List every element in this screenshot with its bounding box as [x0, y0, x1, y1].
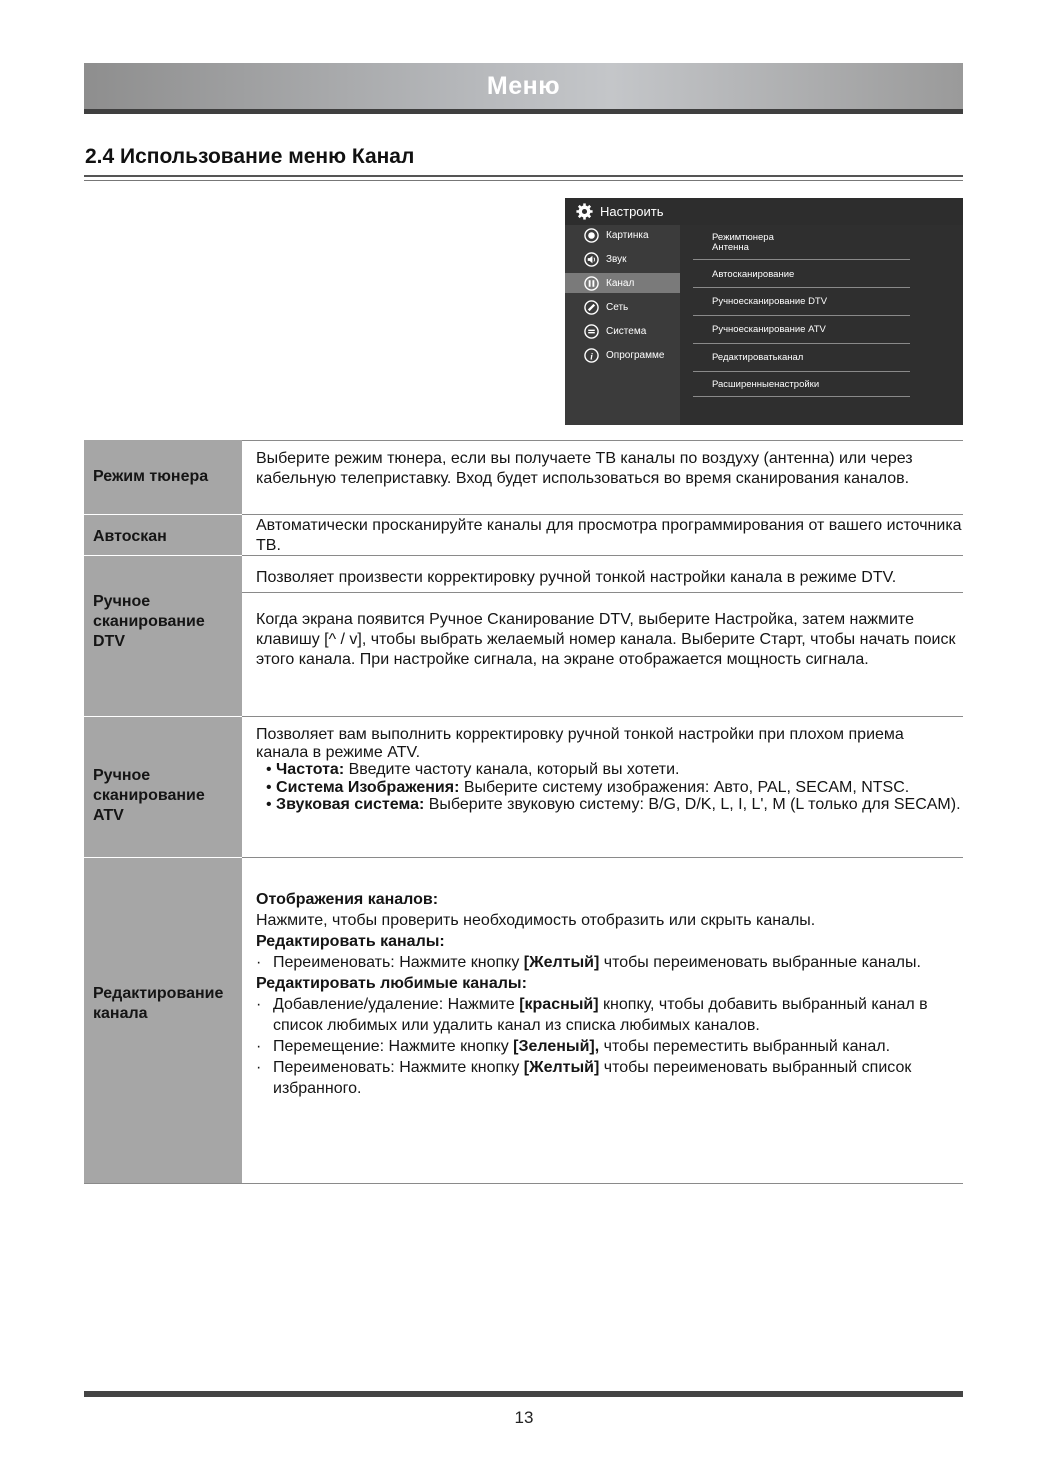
info-icon [584, 348, 599, 363]
tv-menu-item-network[interactable]: Сеть [565, 297, 680, 317]
tv-menu-categories [565, 225, 680, 425]
row-label: Автоскан [93, 528, 167, 545]
atv-bullet-sound-system: • Звуковая система: Выберите звуковую систему: B/G, D/K, L, I, L', M (L только для SECAM). [266, 796, 961, 813]
footer-divider [84, 1391, 963, 1397]
tv-option-tuner-mode[interactable]: Режимтюнера Антенна [693, 225, 910, 260]
chapter-header [84, 63, 963, 109]
system-icon [584, 324, 599, 339]
tv-menu-item-sound[interactable]: Звук [565, 249, 680, 269]
tv-menu-header [565, 198, 963, 225]
table-row-manual-dtv [84, 556, 963, 716]
table-bottom-border [84, 1183, 963, 1184]
tv-option-advanced[interactable]: Расширенныенастройки [693, 372, 910, 397]
row-label: Режим тюнера [93, 468, 209, 485]
page-number: 13 [514, 1408, 534, 1427]
row-label: Редактирование канала [93, 985, 224, 1022]
atv-bullet-frequency: • Частота: Введите частоту канала, который вы хотети. [266, 761, 680, 778]
tv-menu-item-channel[interactable]: Канал [565, 273, 680, 293]
edit-bullet-rename-list: · Переименовать: Нажмите кнопку [Желтый] чтобы переименовать выбранный список избранного. [256, 1059, 912, 1097]
row-description: Позволяет произвести корректировку ручной тонкой настройки канала в режиме DTV. [256, 569, 897, 586]
table-row-tuner-mode [84, 440, 963, 514]
row-label-cell [84, 440, 242, 514]
row-description: Позволяет вам выполнить корректировку ручной тонкой настройки при плохом приема канала в режиме ATV. • Частота: Введите частоту канала, который вы хотети. • Система Изображения: Выберите систему изображения: Авто, PAL, SECAM, NTSC. • Звуковая система: Выберите звуковую систему: B/G, D/K, L, I, L', M (L только для SECAM). [256, 726, 968, 814]
row-label-cell [84, 556, 242, 716]
row-sub-divider [242, 592, 963, 593]
title-divider [84, 175, 963, 177]
tv-channel-submenu [680, 225, 963, 425]
row-label: Ручное сканирование ATV [93, 767, 205, 824]
tv-menu-item-picture[interactable]: Картинка [565, 225, 680, 245]
tv-option-autoscan[interactable]: Автосканирование [693, 260, 910, 288]
tv-menu-item-about[interactable]: i Опрограмме [565, 345, 680, 365]
tv-option-edit-channel[interactable]: Редактироватьканал [693, 344, 910, 372]
row-label: Ручное сканирование DTV [93, 593, 205, 650]
speaker-icon [584, 252, 599, 267]
atv-bullet-picture-system: • Система Изображения: Выберите систему изображения: Авто, PAL, SECAM, NTSC. [266, 778, 910, 796]
chapter-title: Меню [486, 71, 561, 100]
edit-bullet-rename-channel: · Переименовать: Нажмите кнопку [Желтый] чтобы переименовать выбранные каналы. [256, 954, 921, 971]
tv-option-manual-atv[interactable]: Ручноесканирование ATV [693, 316, 910, 344]
svg-text:i: i [590, 351, 593, 362]
row-description: Выберите режим тюнера, если вы получаете ТВ каналы по воздуху (антенна) или через кабельную телеприставку. Вход будет использоваться во время сканирования каналов. [256, 450, 913, 487]
table-row-manual-atv [84, 717, 963, 857]
section-title: 2.4 Использование меню Канал [85, 145, 415, 168]
row-description: Автоматически просканируйте каналы для просмотра программирования от вашего источника ТВ. [256, 517, 962, 554]
tv-option-manual-dtv[interactable]: Ручноесканирование DTV [693, 288, 910, 316]
gear-icon [576, 203, 593, 220]
edit-bullet-move: · Перемещение: Нажмите кнопку [Зеленый], чтобы переместить выбранный канал. [256, 1038, 891, 1055]
picture-icon [584, 228, 599, 243]
row-description-detail: Когда экрана появится Ручное Сканирование DTV, выберите Настройка, затем нажмите клавишу [^ / v], чтобы выбрать желаемый номер канала. Выберите Старт, чтобы начать поиск этого канала. При настройке сигнала, на экране отображается мощность сигнала. [256, 611, 956, 668]
table-row-edit-channel [84, 858, 963, 1183]
tv-settings-screenshot [565, 198, 963, 425]
title-divider-thin [84, 180, 963, 181]
network-icon [584, 300, 599, 315]
tv-menu-title: Настроить [600, 204, 664, 219]
header-divider [84, 109, 963, 114]
row-label-cell [84, 858, 242, 1183]
row-label-cell [84, 717, 242, 857]
tv-menu-item-system[interactable]: Система [565, 321, 680, 341]
table-row-autoscan [84, 515, 963, 555]
row-label-cell [84, 515, 242, 555]
edit-bullet-add-remove: · Добавление/удаление: Нажмите [красный] кнопку, чтобы добавить выбранный канал в список любимых или удалить канал из списка любимых каналов. [256, 996, 928, 1034]
row-description: Отображения каналов: Нажмите, чтобы проверить необходимость отобразить или скрыть каналы. Редактировать каналы: · Переименовать: Нажмите кнопку [Желтый] чтобы переименовать выбранные каналы. Редактировать любимые каналы: · Добавление/удаление: Нажмите [красный] кнопку, чтобы добавить выбранный канал в список любимых или удалить канал из списка любимых каналов. · Перемещение: Нажмите кнопку [Зеленый], чтобы переместить выбранный канал. · Переименовать: Нажмите кнопку [Желтый] чтобы переименовать выбранный список избранного. [256, 889, 956, 1099]
channel-icon [584, 276, 599, 291]
